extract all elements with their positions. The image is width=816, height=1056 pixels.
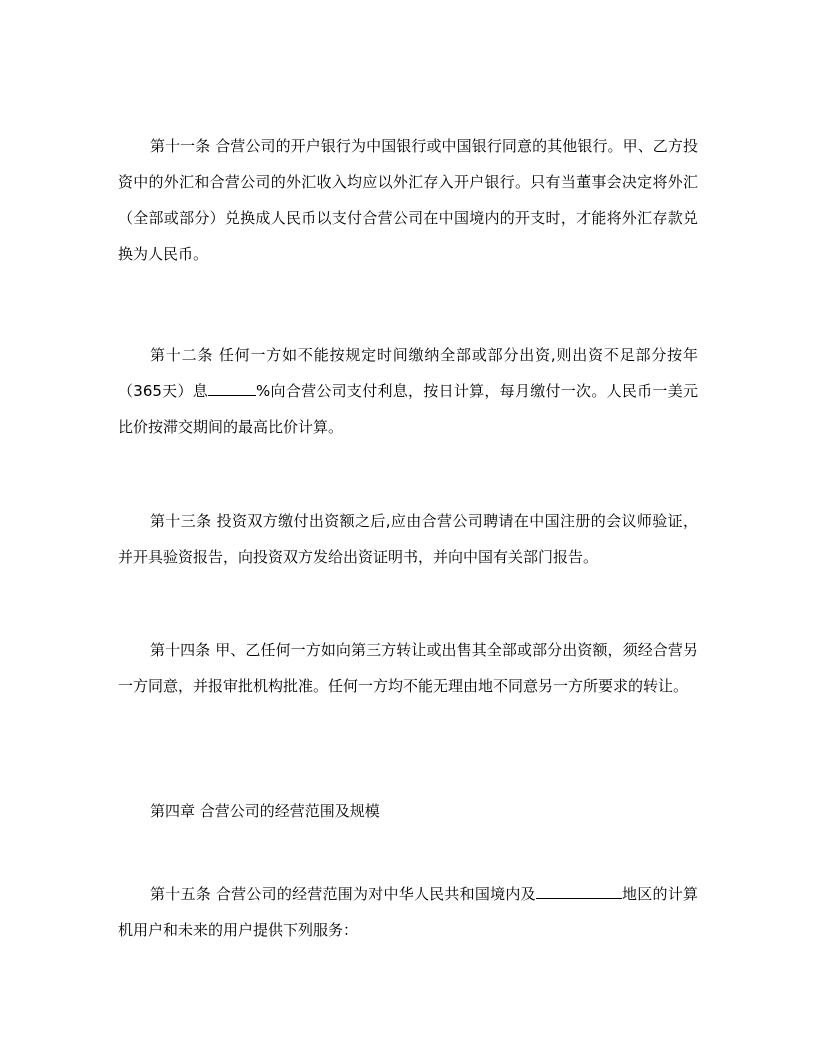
- article-13: [118, 503, 698, 575]
- article-12-text-before: 第十二条 任何一方如不能按规定时间缴纳全部或部分出资,则出资不足部分按年（365天）息: [118, 346, 698, 400]
- article-11: [118, 128, 698, 272]
- chapter-4-heading: [150, 793, 550, 829]
- article-11-text: 第十一条 合营公司的开户银行为中国银行或中国银行同意的其他银行。甲、乙方投资中的外汇和合营公司的外汇收入均应以外汇存入开户银行。只有当董事会决定将外汇（全部或部分）兑换成人民币以支付合营公司在中国境内的开支时，才能将外汇存款兑换为人民币。: [118, 137, 698, 263]
- article-13-text: 第十三条 投资双方缴付出资额之后,应由合营公司聘请在中国注册的会议师验证，并开具验资报告，向投资双方发给出资证明书，并向中国有关部门报告。: [118, 512, 698, 566]
- article-14-text: 第十四条 甲、乙任何一方如向第三方转让或出售其全部或部分出资额，须经合营另一方同意，并报审批机构批准。任何一方均不能无理由地不同意另一方所要求的转让。: [118, 641, 698, 695]
- article-15-text-before: 第十五条 合营公司的经营范围为对中华人民共和国境内及: [150, 885, 536, 903]
- article-12: [118, 337, 698, 445]
- article-12-text-after: %向合营公司支付利息，按日计算，每月缴付一次。人民币一美元比价按滞交期间的最高比价计算。: [118, 382, 698, 436]
- article-15-text-after: 地区的计算机用户和未来的用户提供下列服务：: [118, 885, 698, 939]
- region-blank: [536, 884, 622, 899]
- article-14: [118, 632, 698, 704]
- interest-rate-blank: [208, 381, 256, 396]
- chapter-4-title: 第四章 合营公司的经营范围及规模: [150, 802, 380, 820]
- article-15: [118, 876, 698, 948]
